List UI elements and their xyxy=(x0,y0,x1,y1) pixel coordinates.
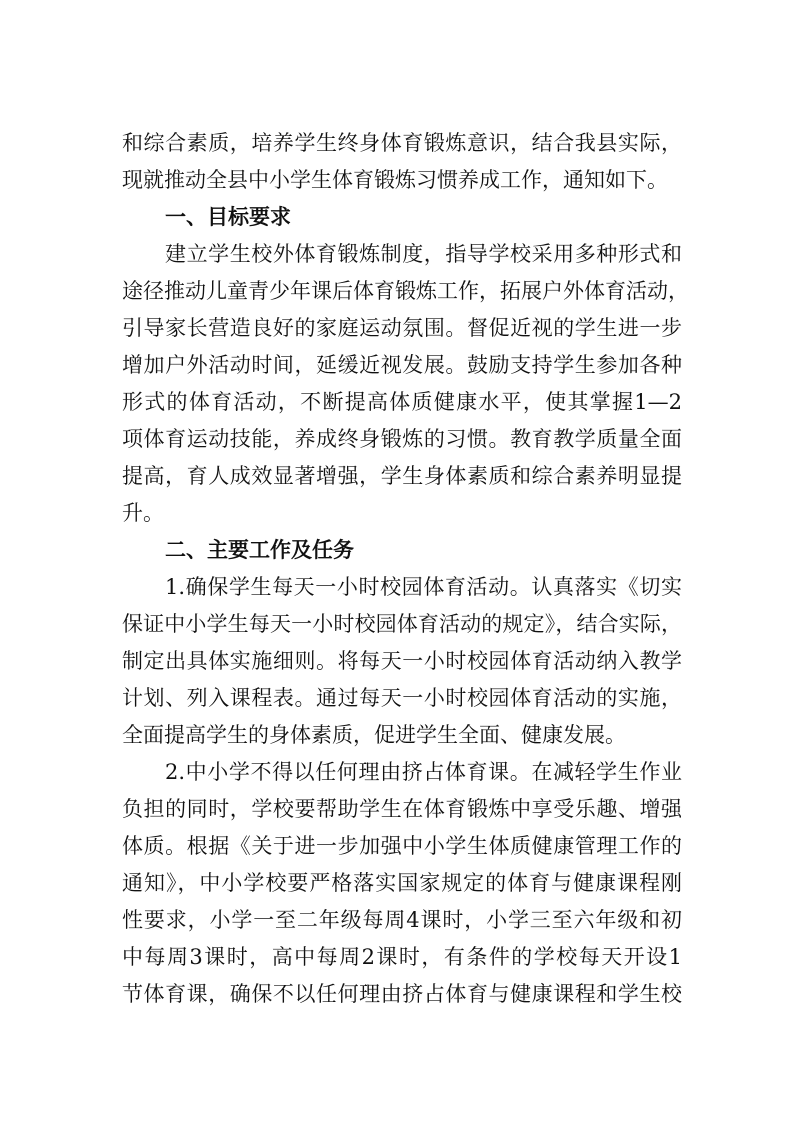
section-heading: 一、目标要求 xyxy=(165,205,291,229)
body-line: 节体育课，确保不以任何理由挤占体育与健康课程和学生校 xyxy=(122,982,682,1006)
body-line: 计划、列入课程表。通过每天一小时校园体育活动的实施， xyxy=(122,686,682,710)
body-line: 负担的同时，学校要帮助学生在体育锻炼中享受乐趣、增强 xyxy=(122,797,682,821)
document-body xyxy=(122,125,689,1013)
body-line: 体质。根据《关于进一步加强中小学生体质健康管理工作的 xyxy=(122,834,682,858)
body-line: 全面提高学生的身体素质，促进学生全面、健康发展。 xyxy=(122,723,626,747)
body-line: 项体育运动技能，养成终身锻炼的习惯。教育教学质量全面 xyxy=(122,427,682,451)
body-line: 制定出具体实施细则。将每天一小时校园体育活动纳入教学 xyxy=(122,649,682,673)
body-line: 现就推动全县中小学生体育锻炼习惯养成工作，通知如下。 xyxy=(122,168,668,192)
paragraph-first-line: 1.确保学生每天一小时校园体育活动。认真落实《切实 xyxy=(165,575,682,599)
body-line: 性要求，小学一至二年级每周4课时，小学三至六年级和初 xyxy=(122,908,682,932)
body-line: 保证中小学生每天一小时校园体育活动的规定》，结合实际， xyxy=(122,612,682,636)
body-line: 和综合素质，培养学生终身体育锻炼意识，结合我县实际， xyxy=(122,131,682,155)
paragraph-first-line: 2.中小学不得以任何理由挤占体育课。在减轻学生作业 xyxy=(165,760,682,784)
body-line: 引导家长营造良好的家庭运动氛围。督促近视的学生进一步 xyxy=(122,316,682,340)
body-line: 升。 xyxy=(122,501,164,525)
body-line: 形式的体育活动，不断提高体质健康水平，使其掌握1—2 xyxy=(122,390,682,414)
section-heading: 二、主要工作及任务 xyxy=(165,538,354,562)
body-line: 增加户外活动时间，延缓近视发展。鼓励支持学生参加各种 xyxy=(122,353,682,377)
body-line: 通知》，中小学校要严格落实国家规定的体育与健康课程刚 xyxy=(122,871,682,895)
body-line: 中每周3课时，高中每周2课时，有条件的学校每天开设1 xyxy=(122,945,682,969)
body-line: 途径推动儿童青少年课后体育锻炼工作，拓展户外体育活动， xyxy=(122,279,689,303)
paragraph-first-line: 建立学生校外体育锻炼制度，指导学校采用多种形式和 xyxy=(165,242,682,266)
body-line: 提高，育人成效显著增强，学生身体素质和综合素养明显提 xyxy=(122,464,682,488)
